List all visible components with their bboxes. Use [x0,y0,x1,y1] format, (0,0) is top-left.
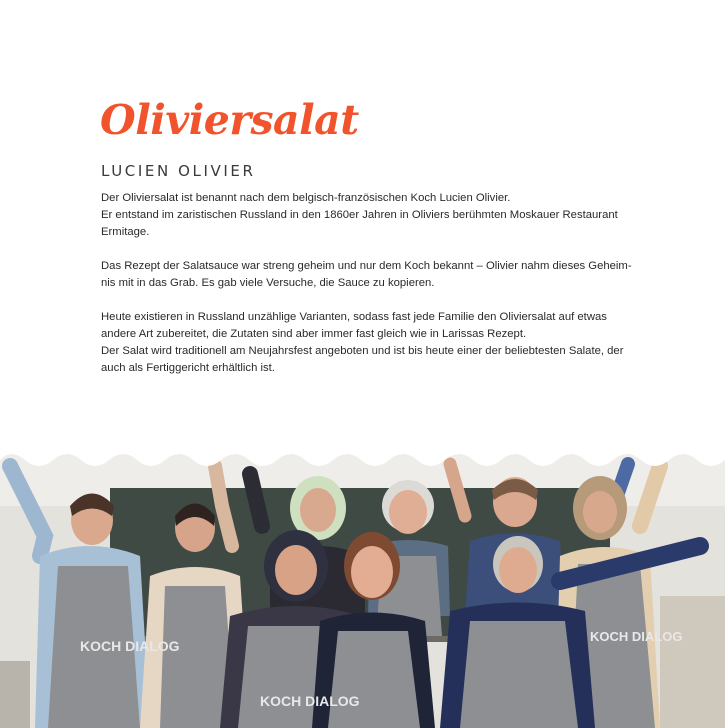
apron-logo: KOCH DIALOG [80,638,180,654]
paragraph-1 [101,190,636,241]
text-line: Er entstand im zaristischen Russland in den 1860er Jahren in Oliviers berühmten Moskauer Restaurant [101,209,618,221]
group-photo [0,446,725,728]
apron [460,621,578,728]
paragraph-2 [101,258,636,292]
text-line: Heute existieren in Russland unzählige Varianten, sodass fast jede Familie den Oliviersalat auf etwas [101,311,607,323]
paragraph-3 [101,309,636,377]
face [300,488,336,532]
apron-logo: KOCH DIALOG [590,629,683,644]
text-line: Der Salat wird traditionell am Neujahrsfest angeboten und ist bis heute einer der beliebtesten Salate, der [101,345,624,357]
text-line: andere Art zubereitet, die Zutaten sind aber immer fast gleich wie in Larissas Rezept. [101,328,527,340]
face [583,491,617,533]
text-line: Der Oliviersalat ist benannt nach dem belgisch-französischen Koch Lucien Olivier. [101,192,511,204]
face [389,490,427,534]
left-furniture [0,661,30,728]
text-line: Ermitage. [101,226,150,238]
page-title: Oliviersalat [100,96,359,144]
text-line: auch als Fertiggericht erhältlich ist. [101,362,275,374]
apron [328,631,420,728]
group-photo-illustration [0,446,725,728]
apron-logo: KOCH DIALOG [260,693,360,709]
cabinet [660,596,725,728]
text-line: Das Rezept der Salatsauce war streng geheim und nur dem Koch bekannt – Olivier nahm dieses Geheim- [101,260,632,272]
face [351,546,393,598]
text-line: nis mit in das Grab. Es gab viele Versuche, die Sauce zu kopieren. [101,277,435,289]
recipe-intro-text [101,190,636,394]
face [275,545,317,595]
face [499,547,537,593]
page-subtitle: LUCIEN OLIVIER [101,162,256,180]
